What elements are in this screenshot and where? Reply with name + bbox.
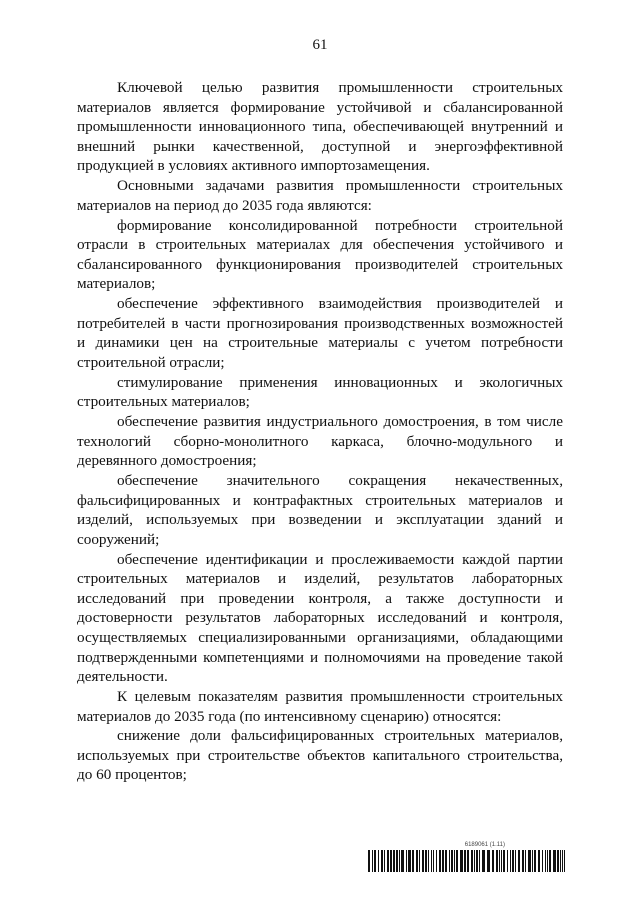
paragraph: стимулирование применения инновационных и экологичных строительных материалов; (77, 373, 563, 411)
paragraph: Основными задачами развития промышленности строительных материалов на период до 2035 года являются: (77, 177, 563, 214)
paragraph: Ключевой целью развития промышленности строительных материалов является формирование устойчивой и сбалансированной промышленности инновационного типа, обеспечивающей внутренний и внешний рынки качественной, доступной и энергоэффективной продукцией в условиях активного импортозамещения. (77, 79, 563, 175)
paragraph: обеспечение значительного сокращения некачественных, фальсифицированных и контрафактных строительных материалов и изделий, используемых при возведении и эксплуатации зданий и сооружений; (77, 472, 563, 548)
paragraph: обеспечение развития индустриального домостроения, в том числе технологий сборно-монолитного каркаса, блочно-модульного и деревянного домостроения; (77, 413, 563, 470)
paragraph: К целевым показателям развития промышленности строительных материалов до 2035 года (по интенсивному сценарию) относятся: (77, 687, 563, 725)
paragraph: формирование консолидированной потребности строительной отрасли в строительных материалах для обеспечения устойчивого и сбалансированного функционирования производителей строительных материалов; (77, 216, 563, 293)
document-body (77, 78, 563, 785)
barcode-caption: 6189061 (1.11) (464, 842, 505, 848)
paragraph: обеспечение эффективного взаимодействия производителей и потребителей в части прогнозирования производственных возможностей и динамики цен на строительные материалы с учетом потребности строительной отрасли; (77, 295, 563, 371)
paragraph: обеспечение идентификации и прослеживаемости каждой партии строительных материалов и изделий, результатов лабораторных исследований при проведении контроля, а также доступности и достоверности результатов лабораторных исследований и контроля, осуществляемых специализированными организациями, обладающими подтвержденными компетенциями и полномочиями на проведение такой деятельности. (77, 550, 563, 686)
barcode-block (368, 842, 565, 872)
page-number: 61 (312, 37, 328, 53)
barcode-image (368, 850, 565, 872)
paragraph: снижение доли фальсифицированных строительных материалов, используемых при строительстве объектов капитального строительства, до 60 процентов; (77, 727, 563, 784)
